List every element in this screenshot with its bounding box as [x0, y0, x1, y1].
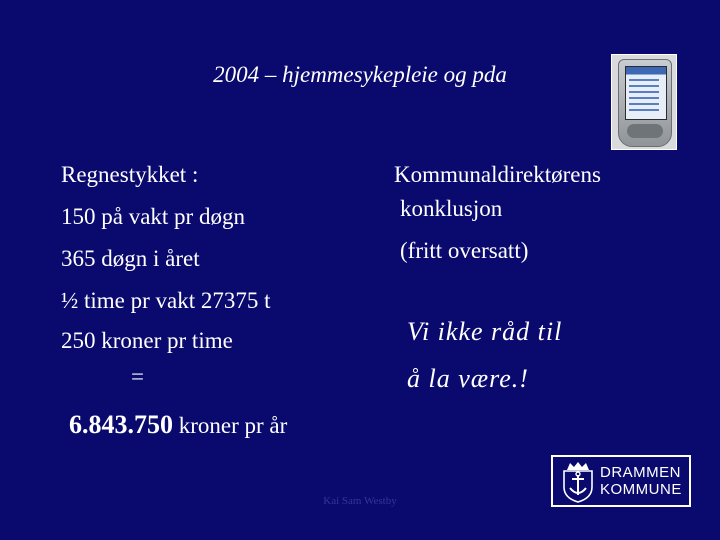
- logo-text-line2: KOMMUNE: [600, 481, 682, 498]
- calc-line-hours: ½ time pr vakt 27375 t: [61, 288, 271, 313]
- pda-device-icon: [611, 54, 677, 150]
- calc-total-value: 6.843.750: [69, 410, 173, 439]
- conclusion-note: (fritt oversatt): [400, 238, 529, 263]
- conclusion-quote-2: å la være.!: [407, 364, 529, 393]
- calc-equals: =: [131, 364, 144, 389]
- slide-title: 2004 – hjemmesykepleie og pda: [213, 62, 507, 87]
- logo-text-line1: DRAMMEN: [600, 464, 681, 481]
- conclusion-heading: Kommunaldirektørens: [394, 162, 601, 187]
- calc-line-rate: 250 kroner pr time: [61, 328, 233, 353]
- calc-line-staff: 150 på vakt pr døgn: [61, 204, 245, 229]
- conclusion-quote-1: Vi ikke råd til: [407, 317, 563, 346]
- calc-total-unit: kroner pr år: [178, 413, 288, 438]
- slide-footer: Kai Sam Westby: [323, 495, 397, 507]
- drammen-crest-icon: [561, 461, 595, 503]
- calc-line-days: 365 døgn i året: [61, 246, 200, 271]
- calc-heading: Regnestykket :: [61, 162, 199, 187]
- drammen-kommune-logo: [551, 455, 691, 507]
- conclusion-subheading: konklusjon: [400, 196, 503, 221]
